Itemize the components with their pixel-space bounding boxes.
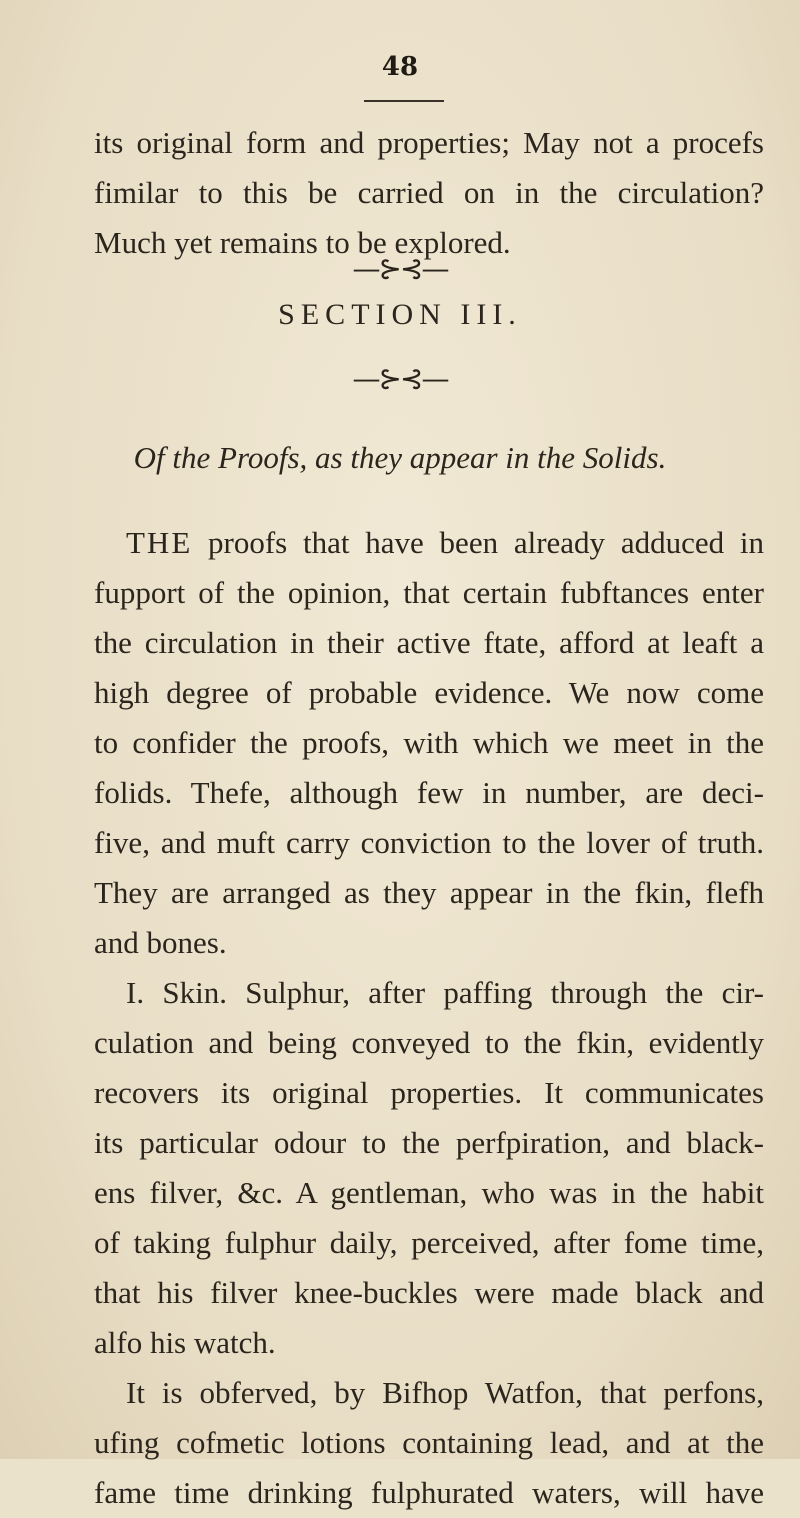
text-line: fupport of the opinion, that certain fubftances enter <box>94 575 764 610</box>
text-line: fame time drinking fulphurated waters, will have <box>94 1475 764 1510</box>
header-rule <box>364 100 444 102</box>
text-line: alfo his watch. <box>94 1325 276 1360</box>
text-line: high degree of probable evidence. We now come <box>94 675 764 710</box>
text-line: its original form and properties; May not a procefs <box>94 125 764 160</box>
paragraph-three <box>94 1368 764 1518</box>
page-number: 48 <box>381 52 419 82</box>
section-title: SECTION III. <box>278 298 522 331</box>
text-line: culation and being conveyed to the fkin, evidently <box>94 1025 764 1060</box>
paragraph-two <box>94 968 764 1368</box>
text-line <box>94 518 764 568</box>
ornament-top: —⊱⊰— <box>352 252 448 285</box>
text-line: that his filver knee-buckles were made black and <box>94 1275 764 1310</box>
text-line: the circulation in their active ftate, afford at leaft a <box>94 625 764 660</box>
text-line: recovers its original properties. It communicates <box>94 1075 764 1110</box>
text-fragment: proofs that have been already adduced in <box>192 525 764 560</box>
ornament-bottom: —⊱⊰— <box>352 362 448 395</box>
text-line: ufing cofmetic lotions containing lead, and at the <box>94 1425 764 1460</box>
section-subtitle: Of the Proofs, as they appear in the Solids. <box>133 440 667 475</box>
text-line: ens filver, &c. A gentleman, who was in the habit <box>94 1175 764 1210</box>
text-line: to confider the proofs, with which we meet in the <box>94 725 764 760</box>
text-line: Much yet remains to be explored. <box>94 225 511 260</box>
text-line: fimilar to this be carried on in the circulation? <box>94 175 764 210</box>
top-paragraph <box>94 118 764 268</box>
text-line: They are arranged as they appear in the fkin, flefh <box>94 875 764 910</box>
text-line: I. Skin. Sulphur, after paffing through the cir- <box>126 975 764 1010</box>
text-line: five, and muft carry conviction to the lover of truth. <box>94 825 764 860</box>
text-line: its particular odour to the perfpiration, and black- <box>94 1125 764 1160</box>
text-line: folids. Thefe, although few in number, are deci- <box>94 775 764 810</box>
drop-word: THE <box>126 525 193 560</box>
text-line: and bones. <box>94 925 227 960</box>
paragraph-one <box>94 518 764 968</box>
text-line: of taking fulphur daily, perceived, after fome time, <box>94 1225 764 1260</box>
text-line: It is obferved, by Bifhop Watfon, that perfons, <box>126 1375 764 1410</box>
